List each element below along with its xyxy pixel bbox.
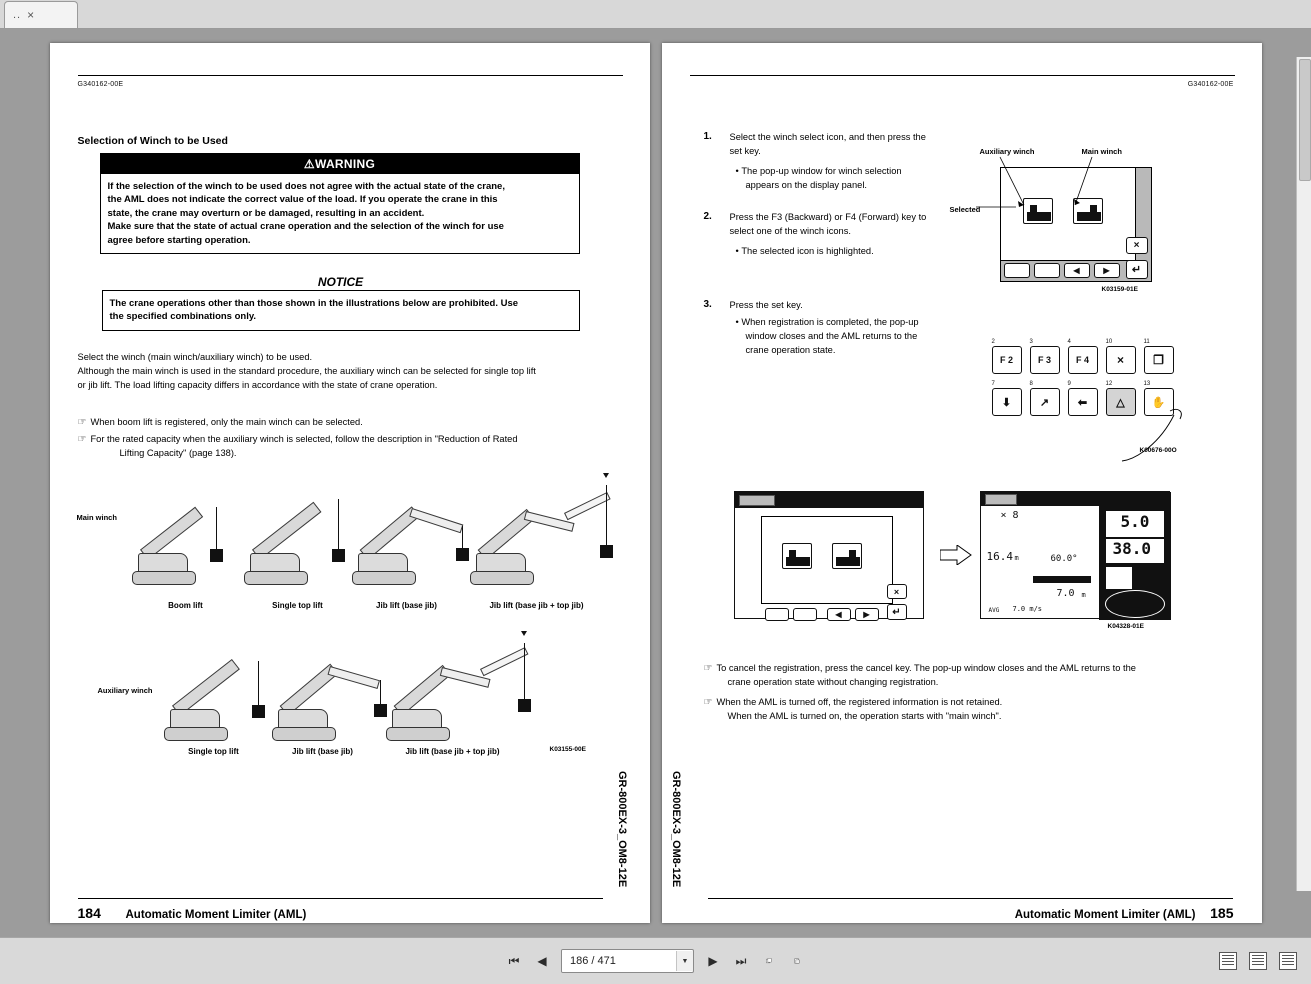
set-key[interactable]: ↵ (887, 604, 907, 620)
bullet-line: • The selected icon is highlighted. (735, 246, 874, 256)
hand-note-3 (704, 661, 1216, 690)
lcd-count: × 8 (1000, 510, 1019, 521)
key-set[interactable]: ✋ (1144, 388, 1174, 416)
side-label: GR-800EX-3_OM8-12E (669, 771, 682, 888)
previous-page-button[interactable]: ◀ (533, 952, 551, 970)
key-number: 9 (1067, 381, 1071, 387)
notice-line: the specified combinations only. (109, 311, 257, 323)
pointing-hand-icon: ☞ (77, 417, 87, 428)
step-line: set key. (729, 145, 761, 156)
warning-body (101, 174, 579, 253)
transition-arrow-icon (940, 545, 972, 565)
hand-note-text: When the AML is turned off, the registered information is not retained. (716, 697, 1003, 707)
key-number: 12 (1105, 381, 1113, 387)
hand-note-text: To cancel the registration, press the cancel key. The pop-up window closes and the AML returns to the (716, 663, 1136, 673)
vertical-scrollbar[interactable] (1296, 57, 1311, 891)
key-number: 11 (1143, 339, 1150, 345)
lcd-wind: 7.0 m/s (1012, 605, 1043, 613)
figure-caption: Boom lift (168, 601, 203, 610)
bullet-line: appears on the display panel. (745, 179, 867, 190)
figure-caption: Jib lift (base jib + top jib) (489, 601, 584, 610)
lcd-height: 7.0 (1056, 588, 1075, 599)
hand-note-1 (78, 415, 623, 430)
pointing-hand-icon: ☞ (77, 434, 87, 445)
chevron-down-icon[interactable]: ▼ (676, 951, 693, 971)
hand-note-text: Lifting Capacity" (page 138). (119, 448, 237, 458)
key-display[interactable]: ❐ (1144, 346, 1174, 374)
bullet-line: window closes and the AML returns to the (745, 330, 918, 341)
key-f2[interactable]: F 2 (992, 346, 1022, 374)
first-page-button[interactable]: ⏮ (505, 952, 523, 970)
label-main-winch: Main winch (1081, 147, 1122, 156)
hand-note-text: For the rated capacity when the auxiliary winch is selected, follow the description in "Reduction of Rated (90, 434, 518, 444)
tab-label: .. (13, 9, 22, 21)
label-selected: Selected (949, 205, 981, 214)
bullet-text: When registration is completed, the pop-up (741, 317, 919, 327)
key-number: 13 (1143, 381, 1151, 387)
key-winch-select[interactable]: △ (1106, 388, 1136, 416)
notice-body (102, 291, 580, 331)
footer-title: Automatic Moment Limiter (AML) (1014, 909, 1196, 921)
figure-caption: Jib lift (base jib) (376, 601, 437, 610)
key-number: 2 (991, 339, 995, 345)
scrollbar-thumb[interactable] (1299, 59, 1311, 181)
paste-icon[interactable] (788, 952, 806, 970)
viewer-toolbar (0, 937, 1311, 984)
key-cancel[interactable]: × (1106, 346, 1136, 374)
pointing-hand-icon: ☞ (703, 663, 713, 674)
page-number: 185 (1210, 905, 1234, 921)
copy-icon[interactable] (760, 952, 778, 970)
cancel-key[interactable]: × (887, 584, 907, 599)
figure-code: K03155-00E (549, 746, 586, 753)
section-title: Selection of Winch to be Used (77, 135, 228, 147)
forward-key[interactable]: ▶ (855, 608, 879, 621)
warning-box (100, 153, 580, 254)
document-tab[interactable] (4, 1, 78, 28)
doc-code: G340162-00E (1187, 81, 1234, 88)
set-key[interactable]: ↵ (1126, 260, 1148, 279)
bullet-line: • The pop-up window for winch selection (735, 166, 902, 176)
bullet-text: The pop-up window for winch selection (741, 166, 902, 176)
continuous-scroll-icon[interactable] (1279, 952, 1297, 970)
footer-rule (708, 898, 1233, 899)
softkey-2[interactable] (1034, 263, 1060, 278)
page-left (50, 43, 650, 923)
last-page-button[interactable]: ⏭ (732, 952, 750, 970)
bullet-line: crane operation state. (745, 344, 836, 355)
hand-note-text: crane operation state without changing registration. (727, 677, 939, 687)
notice-header: NOTICE (102, 275, 580, 291)
auxiliary-winch-icon[interactable] (782, 543, 812, 569)
step-line: Press the set key. (729, 300, 803, 310)
warning-line: agree before starting operation. (107, 234, 251, 246)
hand-note-text: When the AML is turned on, the operation starts with "main winch". (727, 711, 1002, 721)
popup-window (761, 516, 893, 604)
forward-key[interactable]: ▶ (1094, 263, 1120, 278)
tab-bar (0, 0, 1311, 29)
lcd-radius-unit: m (1014, 554, 1019, 562)
step-line: Press the F3 (Backward) or F4 (Forward) key to (729, 212, 927, 222)
paragraph-line: Although the main winch is used in the standard procedure, the auxiliary winch can be selected for single top lift (77, 365, 536, 376)
figure-caption: Jib lift (base jib) (292, 747, 353, 756)
hand-note-text: When boom lift is registered, only the main winch can be selected. (90, 417, 363, 427)
lcd-after (980, 491, 1170, 619)
lcd-radius: 16.4 (986, 550, 1013, 563)
notice-box (102, 275, 580, 331)
key-number: 4 (1067, 339, 1071, 345)
step-number-2: 2. (703, 211, 712, 222)
pointing-hand-icon: ☞ (703, 697, 713, 708)
page-right (662, 43, 1262, 923)
doc-code: G340162-00E (77, 81, 124, 88)
close-icon[interactable]: × (27, 8, 35, 22)
side-label: GR-800EX-3_OM8-12E (615, 771, 628, 888)
step-number-3: 3. (703, 299, 712, 310)
key-f4[interactable]: F 4 (1068, 346, 1098, 374)
paragraph-line: or jib lift. The load lifting capacity differs in accordance with the state of crane operation. (77, 379, 438, 390)
header-rule (78, 75, 623, 76)
view-mode-group (1219, 952, 1297, 970)
footer-title: Automatic Moment Limiter (AML) (125, 909, 307, 921)
bullet-text: The selected icon is highlighted. (741, 246, 874, 256)
crane-figure-jib-base-top (468, 451, 618, 593)
single-page-view-icon[interactable] (1219, 952, 1237, 970)
next-page-button[interactable]: ▶ (704, 952, 722, 970)
figure-caption: Jib lift (base jib + top jib) (405, 747, 500, 756)
figure-code: K00676-00O (1139, 447, 1177, 454)
body-paragraphs (78, 351, 623, 393)
header-rule (690, 75, 1235, 76)
warning-line: Make sure that the state of actual crane operation and the selection of the winch for use (107, 221, 504, 233)
key-number: 8 (1029, 381, 1033, 387)
crane-figure-boom-lift (130, 483, 250, 593)
key-f3[interactable]: F 3 (1030, 346, 1060, 374)
document-workspace[interactable] (0, 29, 1311, 937)
key-down[interactable]: ⬇ (992, 388, 1022, 416)
figure-label-auxiliary-winch: Auxiliary winch (97, 686, 153, 695)
page-number-field[interactable] (561, 949, 694, 973)
softkey-2[interactable] (793, 608, 817, 621)
warning-line: the AML does not indicate the correct value of the load. If you operate the crane in this (107, 194, 498, 206)
lcd-angle: 60.0° (1050, 554, 1078, 564)
label-auxiliary-winch: Auxiliary winch (979, 147, 1035, 156)
bullet-line: • When registration is completed, the pop-up (735, 317, 919, 327)
figure-code: K04328-01E (1107, 623, 1144, 630)
step-bullets-3 (736, 316, 1001, 358)
backward-key[interactable]: ◀ (827, 608, 851, 621)
key-left[interactable]: ⬅ (1068, 388, 1098, 416)
step-number-1: 1. (703, 131, 712, 142)
step-line: select one of the winch icons. (729, 225, 851, 236)
warning-line: state, the crane may overturn or be damaged, resulting in an accident. (107, 207, 425, 219)
warning-header: ⚠WARNING (101, 154, 579, 174)
lcd-before (734, 491, 924, 619)
page-number: 184 (77, 905, 101, 921)
hand-note-4 (704, 695, 1216, 724)
backward-key[interactable]: ◀ (1064, 263, 1090, 278)
lcd-max: 38.0 (1112, 539, 1152, 558)
figure-label-main-winch: Main winch (76, 513, 117, 522)
lcd-height-unit: m (1081, 591, 1086, 599)
paragraph-line: Select the winch (main winch/auxiliary winch) to be used. (77, 352, 313, 362)
step-text-3 (730, 299, 995, 313)
lcd-avg-label: AVG (988, 607, 1000, 614)
crane-figure-aux-jib-base-top (384, 601, 539, 746)
key-number: 7 (991, 381, 995, 387)
pointing-hand-leader (1102, 401, 1212, 471)
key-number: 3 (1029, 339, 1033, 345)
figure-caption: Single top lift (188, 747, 239, 756)
step-line: Select the winch select icon, and then press the (729, 132, 926, 142)
main-winch-icon[interactable] (832, 543, 862, 569)
key-boom[interactable]: ↗ (1030, 388, 1060, 416)
warning-line: If the selection of the winch to be used does not agree with the actual state of the crane, (107, 181, 505, 192)
softkey-1[interactable] (765, 608, 789, 621)
cancel-key[interactable]: × (1126, 237, 1148, 254)
notice-line: The crane operations other than those shown in the illustrations below are prohibited. Use (109, 298, 519, 309)
facing-page-view-icon[interactable] (1249, 952, 1267, 970)
footer-rule (78, 898, 603, 899)
softkey-1[interactable] (1004, 263, 1030, 278)
page-input[interactable] (562, 950, 676, 972)
lcd-load: 5.0 (1120, 512, 1150, 531)
key-number: 10 (1105, 339, 1113, 345)
figure-code: K03159-01E (1101, 286, 1138, 293)
figure-caption: Single top lift (272, 601, 323, 610)
